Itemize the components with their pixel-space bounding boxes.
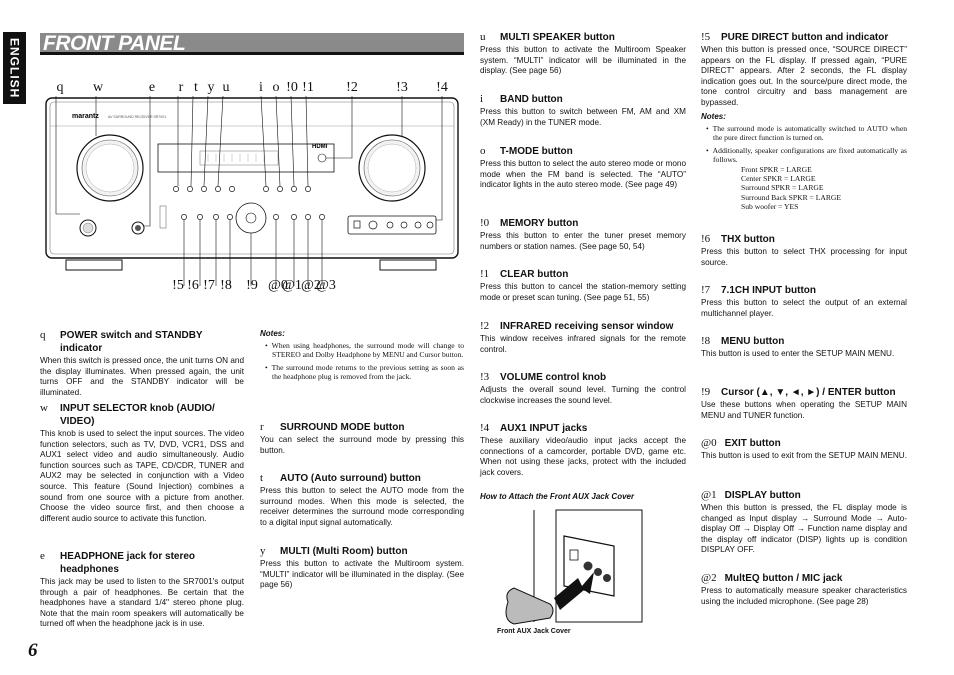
item-body: Press this button to cancel the station-memory setting mode or preset scan tuning. (See page 51, 55) — [480, 282, 686, 302]
speaker-config-line: Front SPKR = LARGE — [741, 164, 812, 174]
item-body: Press this button to activate the Multiroom system. “MULTI” indicator will be illuminated in the display. (See page 56) — [260, 559, 464, 590]
item-exit — [701, 437, 907, 462]
item-number: !9 — [701, 386, 711, 398]
item-band — [480, 93, 686, 128]
callout-4: r — [178, 80, 184, 95]
hdmi-logo: HDMI — [312, 144, 328, 150]
item-number: !4 — [480, 422, 490, 434]
item-title: BAND button — [500, 94, 563, 105]
notes-pure-direct — [701, 112, 907, 212]
item-number: !3 — [480, 371, 490, 383]
item-number: @2 — [701, 572, 717, 584]
callout-23: @3 — [316, 278, 336, 293]
item-number: q — [40, 329, 46, 341]
item-number: i — [480, 93, 484, 105]
item-body: These auxiliary video/audio input jacks accept the connections of a camcorder, portable DVD, game etc. When not using these jacks, protect with the included jack covers. — [480, 436, 686, 477]
item-title: 7.1CH INPUT button — [721, 285, 816, 296]
callout-11: !1 — [302, 80, 314, 95]
item-body: You can select the surround mode by pressing this button. — [260, 435, 464, 455]
callout-9: o — [272, 80, 280, 95]
item-number: !2 — [480, 320, 490, 332]
item-title: CLEAR button — [500, 269, 569, 280]
callout-15: !5 — [172, 278, 184, 293]
item-volume-knob — [480, 371, 686, 406]
aux-cover-illustration — [494, 506, 644, 626]
note-item: • The surround mode is automatically switched to AUTO when the pure direct function is turned on. — [701, 124, 907, 143]
item-title: SURROUND MODE button — [280, 422, 405, 433]
language-tab — [3, 32, 26, 104]
item-number: y — [260, 545, 266, 557]
item-input-selector — [40, 402, 244, 524]
callout-13: !3 — [396, 80, 408, 95]
item-body: This knob is used to select the input sources. The video function selectors, such as TV, DVD, VCR1, DSS and AUX1 select video and audio simultaneously. Audio function sources such as TAPE, CD/CDR, TUNER and AUX2 may be selected in conjunction with a Video source. This feature (Sound Injection) combines a sound from one source with a picture from another. Choose the video source first, and then choose a different audio source to activate this function. — [40, 429, 244, 523]
callout-8: i — [259, 80, 263, 95]
item-display — [701, 489, 907, 556]
item-body: Press this button to select the auto stereo mode or mono mode when the FM band is selected. The “AUTO” indicator lights in the auto stereo mode. (See page 49) — [480, 159, 686, 190]
item-body: When this button is pressed once, “SOURCE DIRECT” appears on the FL display. If pressed again, “PURE DIRECT” appears. After 2 seconds, the FL display indication goes out. In the source/pure direct mode, the tone control circuitry and bass management are bypassed. — [701, 45, 907, 107]
item-surround-mode — [260, 421, 464, 456]
item-number: @1 — [701, 489, 717, 501]
callout-10: !0 — [286, 80, 298, 95]
notes-heading: Notes: — [260, 329, 285, 338]
item-title: INPUT SELECTOR knob (AUDIO/ VIDEO) — [60, 403, 215, 427]
callout-21: @1 — [282, 278, 302, 293]
item-body: Press this button to activate the Multiroom Speaker system. “MULTI” indicator will be illuminated in the display. (See page 56) — [480, 45, 686, 76]
item-number: !5 — [701, 31, 711, 43]
page-number: 6 — [28, 640, 38, 661]
speaker-config-line: Center SPKR = LARGE — [741, 174, 816, 184]
notes-headphones — [260, 329, 464, 385]
aux-figure-title: How to Attach the Front AUX Jack Cover — [480, 492, 635, 501]
item-body: Press this button to select THX processing for input source. — [701, 247, 907, 267]
callout-19: !9 — [246, 278, 258, 293]
item-body: When this button is pressed, the FL display mode is changed as Input display → Surround Mode → Auto-display Off → Display Off → Function name display and the display off indicator (DISP) lights up is condition DISPLAY OFF. — [701, 503, 907, 555]
item-multi-room — [260, 545, 464, 591]
item-pure-direct — [701, 31, 907, 109]
item-body: This button is used to enter the SETUP MAIN MENU. — [701, 349, 895, 358]
item-body: Use these buttons when operating the SETUP MAIN MENU and TUNER function. — [701, 400, 907, 420]
item-title: PURE DIRECT button and indicator — [721, 32, 889, 43]
callout-14: !4 — [436, 80, 448, 95]
callout-7: u — [222, 80, 230, 95]
callout-1: q — [56, 80, 64, 95]
item-memory — [480, 217, 686, 252]
item-auto-surround — [260, 472, 464, 528]
item-number: !8 — [701, 335, 711, 347]
item-number: !1 — [480, 268, 490, 280]
item-headphone-jack — [40, 550, 244, 630]
item-number: r — [260, 421, 264, 433]
item-number: !7 — [701, 284, 711, 296]
callout-row-bottom — [168, 278, 468, 296]
item-thx — [701, 233, 907, 268]
item-infrared-sensor — [480, 320, 686, 355]
item-power-switch — [40, 329, 244, 398]
item-71ch-input — [701, 284, 907, 319]
item-t-mode — [480, 145, 686, 191]
item-title: MULTI (Multi Room) button — [280, 546, 408, 557]
aux-figure-caption: Front AUX Jack Cover — [497, 628, 571, 635]
item-number: @0 — [701, 437, 717, 449]
item-title: Cursor (▲, ▼, ◄, ►) / ENTER button — [721, 387, 896, 398]
speaker-config-line: Surround Back SPKR = LARGE — [741, 192, 842, 202]
item-body: This window receives infrared signals for the remote control. — [480, 334, 686, 354]
item-number: u — [480, 31, 486, 43]
callout-16: !6 — [187, 278, 199, 293]
model-label: AV SURROUND RECEIVER SR7001 — [108, 115, 167, 119]
callout-17: !7 — [203, 278, 215, 293]
item-title: INFRARED receiving sensor window — [500, 321, 674, 332]
callout-12: !2 — [346, 80, 358, 95]
item-body: This jack may be used to listen to the SR7001's output through a pair of headphones. Be certain that the headphones have a standard 1/4" stereo phone plug. Note that the main room speakers will automatically be turned off when the headphone jack is in use. — [40, 577, 244, 629]
item-title: EXIT button — [724, 438, 781, 449]
item-body: This button is used to exit from the SETUP MAIN MENU. — [701, 451, 907, 460]
item-multi-speaker — [480, 31, 686, 77]
receiver-front-illustration — [40, 96, 464, 292]
notes-heading: Notes: — [701, 112, 726, 121]
item-title: POWER switch and STANDBY indicator — [60, 330, 203, 354]
item-cursor-enter — [701, 386, 907, 421]
item-number: t — [260, 472, 264, 484]
item-aux1-input — [480, 422, 686, 478]
note-item: • The surround mode returns to the previous setting as soon as the headphone plug is removed from the jack. — [260, 363, 464, 382]
item-title: AUTO (Auto surround) button — [280, 473, 421, 484]
item-title: MULTI SPEAKER button — [500, 32, 615, 43]
callout-22: @2 — [301, 278, 321, 293]
item-number: !6 — [701, 233, 711, 245]
item-number: e — [40, 550, 45, 562]
item-body: When this switch is pressed once, the unit turns ON and the display illuminates. When pressed again, the unit turns OFF and the STANDBY indicator will be illuminated. — [40, 356, 244, 397]
item-title: MEMORY button — [500, 218, 579, 229]
callout-18: !8 — [220, 278, 232, 293]
item-title: MultEQ button / MIC jack — [724, 573, 843, 584]
item-number: o — [480, 145, 486, 157]
speaker-config-line: Surround SPKR = LARGE — [741, 183, 824, 193]
item-title: DISPLAY button — [724, 490, 801, 501]
item-title: HEADPHONE jack for stereo headphones — [60, 551, 196, 575]
item-menu — [701, 335, 907, 360]
item-title: MENU button — [721, 336, 785, 347]
note-item: • Additionally, speaker configurations are fixed automatically as follows. — [701, 146, 907, 165]
callout-2: w — [92, 80, 104, 95]
brand-logo: marantz — [72, 113, 99, 120]
item-body: Press this button to select the output of an external multichannel player. — [701, 298, 907, 318]
item-number: !0 — [480, 217, 490, 229]
callout-3: e — [148, 80, 156, 95]
callout-6: y — [207, 80, 215, 95]
item-body: Press to automatically measure speaker characteristics using the included microphone. (See page 28) — [701, 586, 907, 606]
item-body: Adjusts the overall sound level. Turning the control clockwise increases the sound level. — [480, 385, 686, 405]
item-clear — [480, 268, 686, 303]
callout-20: @0 — [268, 278, 288, 293]
item-title: T-MODE button — [500, 146, 573, 157]
speaker-config-line: Sub woofer = YES — [741, 202, 799, 212]
language-label: ENGLISH — [7, 37, 22, 99]
page-title: FRONT PANEL — [43, 32, 186, 55]
callout-5: t — [194, 80, 198, 95]
item-number: w — [40, 402, 48, 414]
item-multeq — [701, 572, 907, 607]
item-title: AUX1 INPUT jacks — [500, 423, 588, 434]
item-body: Press this button to switch between FM, AM and XM (XM Ready) in the TUNER mode. — [480, 107, 686, 127]
item-body: Press this button to select the AUTO mode from the surround modes. When this mode is selected, the receiver determines the surround mode corresponding to a digital input signal automatically. — [260, 486, 464, 527]
item-title: VOLUME control knob — [500, 372, 607, 383]
note-item: • When using headphones, the surround mode will change to STEREO and Dolby Headphone by MENU and Cursor button. — [260, 341, 464, 360]
item-title: THX button — [721, 234, 775, 245]
item-body: Press this button to enter the tuner preset memory numbers or station names. (See page 50, 54) — [480, 231, 686, 251]
